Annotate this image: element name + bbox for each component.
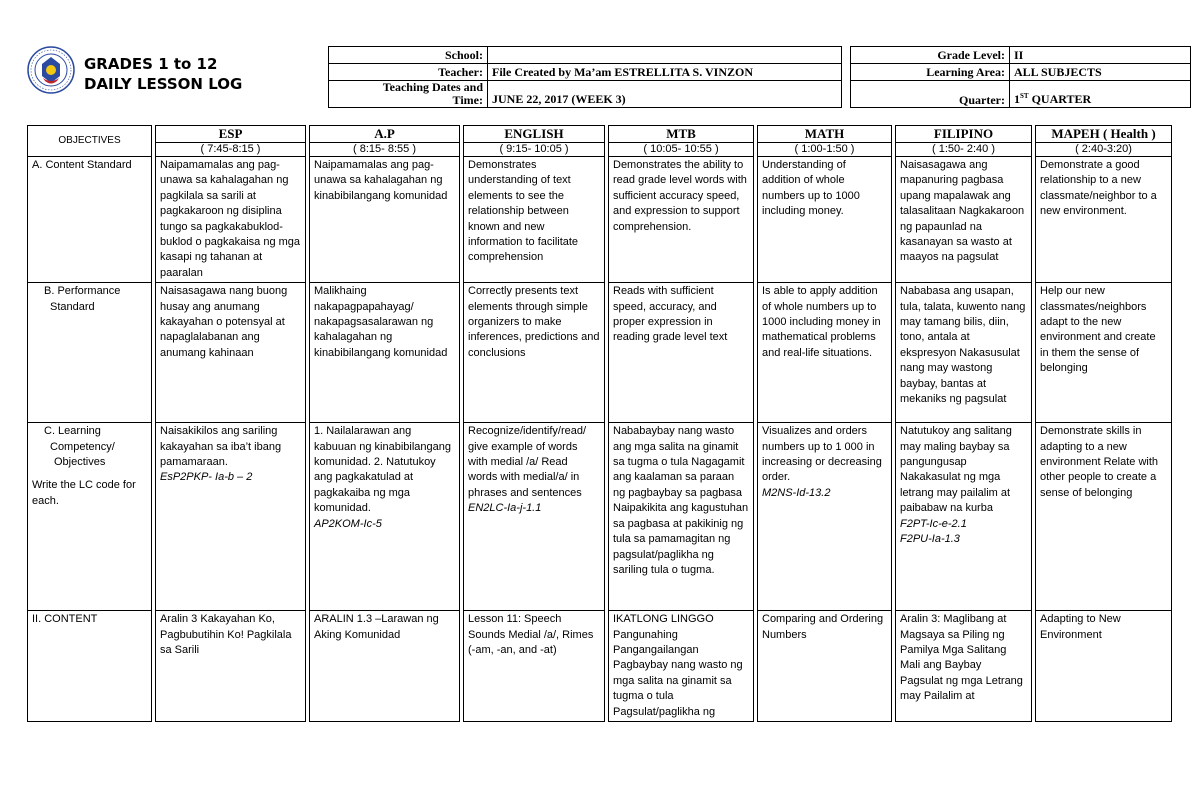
time-english: ( 9:15- 10:05 ) bbox=[464, 143, 605, 157]
table-cell: Help our new classmates/neighbors adapt to the new environment and create in them the sense of belonging bbox=[1036, 283, 1172, 423]
table-cell: Naisasagawa ang mapanuring pagbasa upang mapalawak ang talasalitaan Nagkakaroon ng papaunlad na kasanayan sa wasto at maayos na pagsulat bbox=[896, 157, 1032, 283]
table-cell: Malikhaing nakapagpapahayag/ nakapagsasalarawan ng kahalagahan ng kinabibilangang komunidad bbox=[310, 283, 460, 423]
table-cell: Nababaybay nang wasto ang mga salita na ginamit sa tugma o tula Nagagamit ang kaalaman sa paraan ng pagbaybay sa pagbasa Naipakikita ang kagustuhan sa pagbasa at pakikinig ng tula sa pamamagitan ng pagsulat/paglikha ng sariling tula o tugma. bbox=[609, 423, 754, 611]
teacher-label: Teacher: bbox=[329, 64, 488, 81]
learning-area-value: ALL SUBJECTS bbox=[1010, 64, 1191, 81]
objectives-header: OBJECTIVES bbox=[28, 126, 152, 157]
lc-code: M2NS-Id-13.2 bbox=[762, 486, 831, 499]
lc-code: EsP2PKP- Ia-b – 2 bbox=[160, 471, 253, 484]
page-title bbox=[84, 54, 242, 94]
lc-code: F2PU-Ia-1.3 bbox=[900, 533, 960, 546]
time-mapeh: ( 2:40-3:20) bbox=[1036, 143, 1172, 157]
table-cell: Lesson 11: Speech Sounds Medial /a/, Rimes (-am, -an, and -at) bbox=[464, 611, 605, 722]
table-cell: Adapting to New Environment bbox=[1036, 611, 1172, 722]
table-cell: Visualizes and orders numbers up to 1 000 in increasing or decreasing order. M2NS-Id-13.2 bbox=[758, 423, 892, 611]
table-row bbox=[28, 423, 1172, 611]
subject-esp: ESP bbox=[156, 126, 306, 143]
table-cell: Naisakikilos ang sariling kakayahan sa iba’t ibang pamamaraan. EsP2PKP- Ia-b – 2 bbox=[156, 423, 306, 611]
teacher-value: File Created by Ma’am ESTRELLITA S. VINZON bbox=[488, 64, 842, 81]
school-label: School: bbox=[329, 47, 488, 64]
quarter-value: 1ST QUARTER bbox=[1010, 81, 1191, 108]
subject-mapeh: MAPEH ( Health ) bbox=[1036, 126, 1172, 143]
lc-code: AP2KOM-Ic-5 bbox=[314, 517, 382, 530]
grade-level-value: II bbox=[1010, 47, 1191, 64]
table-cell: Recognize/identify/read/ give example of words with medial /a/ Read words with medial/a/ in phrases and sentences EN2LC-Ia-j-1.1 bbox=[464, 423, 605, 611]
table-cell: 1. Nailalarawan ang kabuuan ng kinabibilangang komunidad. 2. Natutukoy ang pagkakatulad at pagkakaiba ng mga komunidad. AP2KOM-Ic-5 bbox=[310, 423, 460, 611]
subject-math: MATH bbox=[758, 126, 892, 143]
table-cell: Aralin 3: Maglibang at Magsaya sa Piling ng Pamilya Mga Salitang Mali ang Baybay Pagsulat ng mga Letrang may Pailalim at bbox=[896, 611, 1032, 722]
teaching-dates-label: Teaching Dates and Time: bbox=[329, 81, 488, 108]
lc-code: F2PT-Ic-e-2.1 bbox=[900, 517, 967, 530]
table-cell: Reads with sufficient speed, accuracy, and proper expression in reading grade level text bbox=[609, 283, 754, 423]
row-label-performance-standard: B. Performance Standard bbox=[28, 283, 152, 423]
title-line-1: GRADES 1 to 12 bbox=[84, 55, 218, 73]
lc-code: EN2LC-Ia-j-1.1 bbox=[468, 502, 542, 515]
table-cell: ARALIN 1.3 –Larawan ng Aking Komunidad bbox=[310, 611, 460, 722]
deped-seal-icon bbox=[27, 46, 75, 94]
row-label-learning-competency: C. Learning Competency/ Objectives Write the LC code for each. bbox=[28, 423, 152, 611]
subject-english: ENGLISH bbox=[464, 126, 605, 143]
table-cell: Nababasa ang usapan, tula, talata, kuwento nang may tamang bilis, diin, tono, antala at ekspresyon Nakasusulat nang may wastong baybay, bantas at mekaniks ng pagsulat bbox=[896, 283, 1032, 423]
teaching-dates-value: JUNE 22, 2017 (WEEK 3) bbox=[488, 81, 842, 108]
row-label-content-standard: A. Content Standard bbox=[28, 157, 152, 283]
table-cell: Demonstrate a good relationship to a new classmate/neighbor to a new environment. bbox=[1036, 157, 1172, 283]
table-cell: Correctly presents text elements through simple organizers to make inferences, predictions and conclusions bbox=[464, 283, 605, 423]
learning-area-label: Learning Area: bbox=[851, 64, 1010, 81]
time-esp: ( 7:45-8:15 ) bbox=[156, 143, 306, 157]
time-math: ( 1:00-1:50 ) bbox=[758, 143, 892, 157]
title-line-2: DAILY LESSON LOG bbox=[84, 75, 243, 93]
table-cell: Understanding of addition of whole numbers up to 1000 including money. bbox=[758, 157, 892, 283]
table-cell: Comparing and Ordering Numbers bbox=[758, 611, 892, 722]
subject-ap: A.P bbox=[310, 126, 460, 143]
subject-mtb: MTB bbox=[609, 126, 754, 143]
subject-filipino: FILIPINO bbox=[896, 126, 1032, 143]
subject-header-row bbox=[28, 126, 1172, 143]
table-cell: Naipamamalas ang pag-unawa sa kahalagahan ng pagkilala sa sarili at pagkakaroon ng disiplina tungo sa pagkakabuklod-buklod o pagkakaisa ng mga kasapi ng tahanan at paaralan bbox=[156, 157, 306, 283]
time-filipino: ( 1:50- 2:40 ) bbox=[896, 143, 1032, 157]
table-cell: Demonstrates understanding of text elements to see the relationship between known and new information to facilitate comprehension bbox=[464, 157, 605, 283]
table-cell: Aralin 3 Kakayahan Ko, Pagbubutihin Ko! Pagkilala sa Sarili bbox=[156, 611, 306, 722]
table-cell: IKATLONG LINGGO Pangunahing Pangangailangan Pagbaybay nang wasto ng mga salita na ginamit sa tugma o tula Pagsulat/paglikha ng bbox=[609, 611, 754, 722]
quarter-label: Quarter: bbox=[851, 81, 1010, 108]
table-row bbox=[28, 157, 1172, 283]
table-cell: Demonstrate skills in adapting to a new environment Relate with other people to create a sense of belonging bbox=[1036, 423, 1172, 611]
table-cell: Naisasagawa nang buong husay ang anumang kakayahan o potensyal at napaglalabanan ang anumang kahinaan bbox=[156, 283, 306, 423]
table-cell: Natutukoy ang salitang may maling baybay sa pangungusap Nakakasulat ng mga letrang may pailalim at paibabaw na kurba F2PT-Ic-e-2.1 F2PU-Ia-1.3 bbox=[896, 423, 1032, 611]
school-value bbox=[488, 47, 842, 64]
grade-level-label: Grade Level: bbox=[851, 47, 1010, 64]
header-info-table bbox=[328, 46, 1191, 108]
time-ap: ( 8:15- 8:55 ) bbox=[310, 143, 460, 157]
table-row bbox=[28, 611, 1172, 722]
table-cell: Demonstrates the ability to read grade level words with sufficient accuracy speed, and expression to support comprehension. bbox=[609, 157, 754, 283]
time-row bbox=[28, 143, 1172, 157]
table-row bbox=[28, 283, 1172, 423]
table-cell: Is able to apply addition of whole numbers up to 1000 including money in mathematical problems and real-life situations. bbox=[758, 283, 892, 423]
table-cell: Naipamamalas ang pag-unawa sa kahalagahan ng kinabibilangang komunidad bbox=[310, 157, 460, 283]
lesson-log-table bbox=[27, 125, 1172, 722]
time-mtb: ( 10:05- 10:55 ) bbox=[609, 143, 754, 157]
row-label-content: II. CONTENT bbox=[28, 611, 152, 722]
